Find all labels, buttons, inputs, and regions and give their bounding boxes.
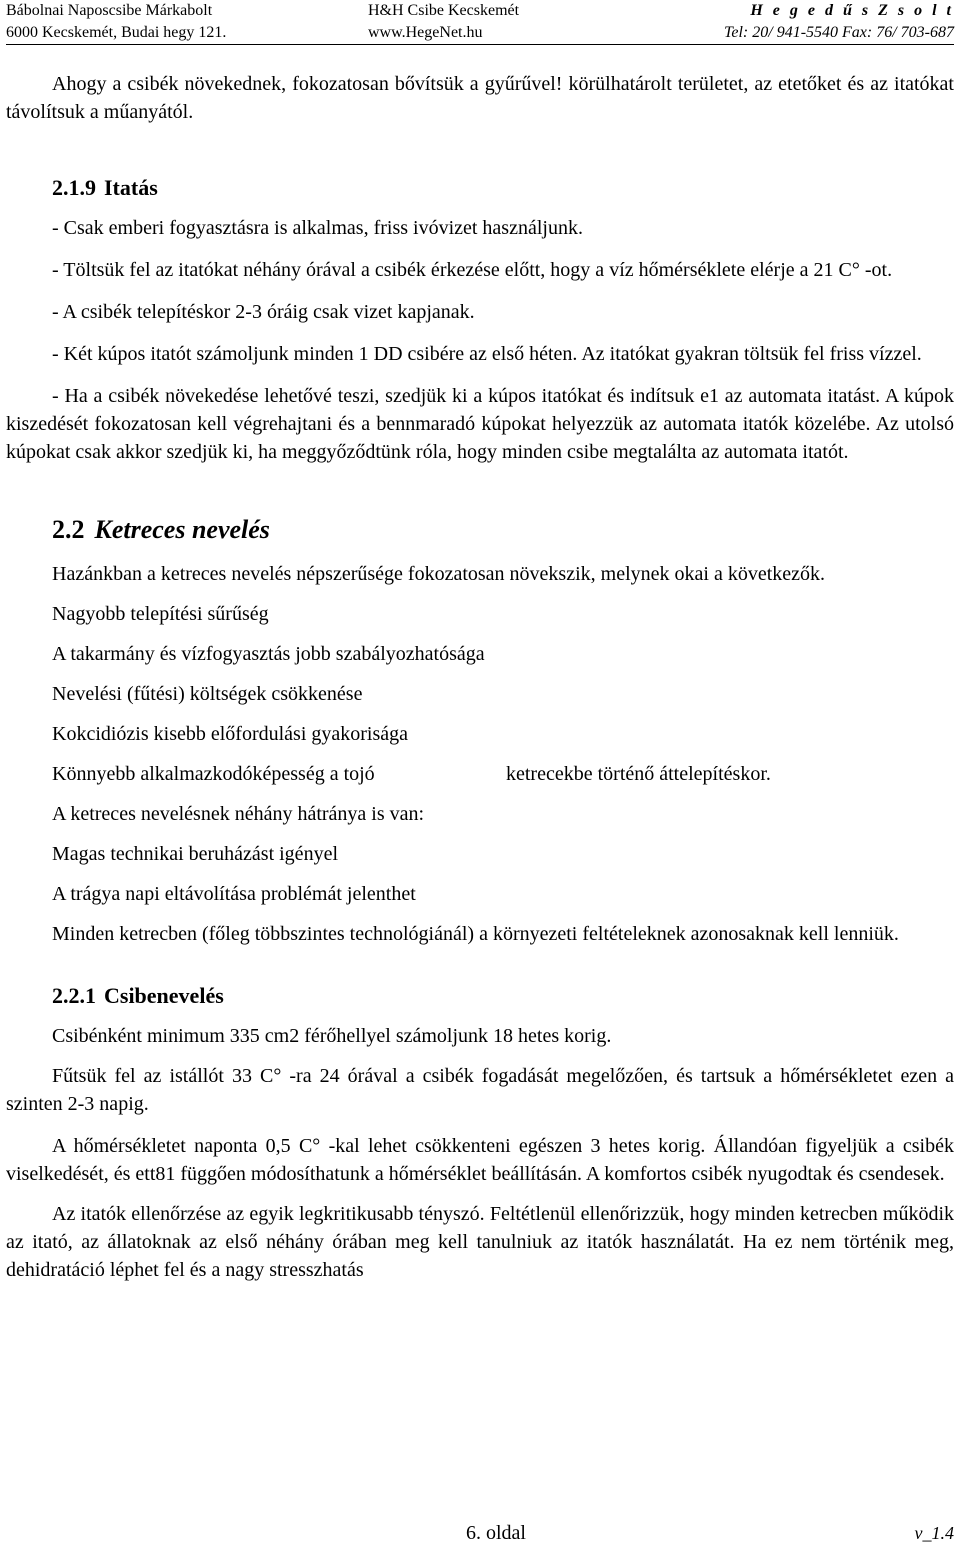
disadvantage-intro: A ketreces nevelésnek néhány hátránya is van:	[52, 803, 425, 825]
advantage-text-part-2: ketrecekbe történő áttelepítéskor.	[506, 763, 771, 785]
section-number: 2.2.1	[52, 983, 96, 1008]
water-item-2: - Töltsük fel az itatókat néhány órával a csibék érkezése előtt, hogy a víz hőmérséklete elérje a 21 C° -ot.	[52, 259, 893, 281]
document-body	[6, 70, 954, 1284]
document-version: v_1.4	[914, 1523, 954, 1543]
advantage-item	[6, 760, 954, 788]
section-title: Csibenevelés	[104, 983, 224, 1008]
header-shop: H&H Csibe Kecskemét	[368, 2, 520, 19]
advantage-item: Nagyobb telepítési sűrűség	[52, 603, 269, 625]
cage-intro-paragraph: Hazánkban a ketreces nevelés népszerűsége fokozatosan növekszik, melynek okai a következők.	[52, 563, 826, 585]
page-header	[6, 0, 954, 45]
advantage-text-part-1: Könnyebb alkalmazkodóképesség a tojó	[52, 763, 375, 785]
section-heading-2-2-1	[6, 982, 954, 1010]
disadvantage-item: A trágya napi eltávolítása problémát jelenthet	[52, 883, 416, 905]
advantage-item: Kokcidiózis kisebb előfordulási gyakorisága	[52, 723, 409, 745]
section-number: 2.2	[52, 515, 85, 544]
temperature-paragraph: A hőmérsékletet naponta 0,5 C° -kal lehet csökkenteni egészen 3 hetes korig. Állandóan figyeljük a csibék viselkedését, és ett81 függően módosíthatunk a hőmérséklet beállításán. A komfortos csibék nyugodtak és csendesek.	[6, 1135, 954, 1185]
disadvantage-item: Magas technikai beruházást igényel	[52, 843, 338, 865]
section-heading-2-1-9	[6, 174, 954, 202]
environment-paragraph: Minden ketrecben (főleg többszintes technológiánál) a környezeti feltételeknek azonosaknak kell lenniük.	[52, 923, 899, 945]
water-item-3: - A csibék telepítéskor 2-3 óráig csak vizet kapjanak.	[52, 301, 475, 323]
header-owner: H e g e d ű s Z s o l t	[750, 2, 954, 19]
space-paragraph: Csibénként minimum 335 cm2 férőhellyel számoljunk 18 hetes korig.	[52, 1025, 612, 1047]
heating-paragraph: Fűtsük fel az istállót 33 C° -ra 24 órával a csibék fogadását megelőzően, és tartsuk a hőmérsékletet ezen a szinten 2-3 napig.	[6, 1065, 954, 1115]
header-contact: Tel: 20/ 941-5540 Fax: 76/ 703-687	[723, 24, 954, 41]
water-item-4: - Két kúpos itatót számoljunk minden 1 DD csibére az első héten. Az itatókat gyakran töltsük fel friss vízzel.	[52, 343, 922, 365]
advantage-item: Nevelési (fűtési) költségek csökkenése	[52, 683, 363, 705]
intro-paragraph: Ahogy a csibék növekednek, fokozatosan bővítsük a gyűrűvel! körülhatárolt területet, az etetőket és az itatókat távolítsuk a műanyától.	[6, 73, 954, 123]
section-title: Ketreces nevelés	[94, 515, 270, 544]
section-heading-2-2	[6, 514, 954, 546]
header-company: Bábolnai Naposcsibe Márkabolt	[6, 2, 213, 19]
advantage-item: A takarmány és vízfogyasztás jobb szabályozhatósága	[52, 643, 485, 665]
header-address: 6000 Kecskemét, Budai hegy 121.	[6, 24, 227, 41]
section-number: 2.1.9	[52, 175, 96, 200]
section-title: Itatás	[104, 175, 158, 200]
water-item-5: - Ha a csibék növekedése lehetővé teszi, szedjük ki a kúpos itatókat és indítsuk e1 az automata itatást. A kúpok kiszedését fokozatosan kell végrehajtani és a bennmaradó kúpokat helyezzük az automata itatók közelébe. Az utolsó kúpokat csak akkor szedjük ki, ha meggyőződtünk róla, hogy minden csibe megtalálta az automata itatót.	[6, 385, 954, 463]
water-item-1: - Csak emberi fogyasztásra is alkalmas, friss ivóvizet használjunk.	[52, 217, 583, 239]
header-web: www.HegeNet.hu	[368, 24, 483, 41]
page-number: 6. oldal	[466, 1522, 526, 1544]
drinker-check-paragraph: Az itatók ellenőrzése az egyik legkritikusabb tényszó. Feltétlenül ellenőrizzük, hogy minden ketrecben működik az itató, az állatoknak az első néhány órában meg kell tanulniuk az itatók használatát. Ha ez nem történik meg, dehidratáció léphet fel és a nagy stresszhatás	[6, 1203, 954, 1281]
